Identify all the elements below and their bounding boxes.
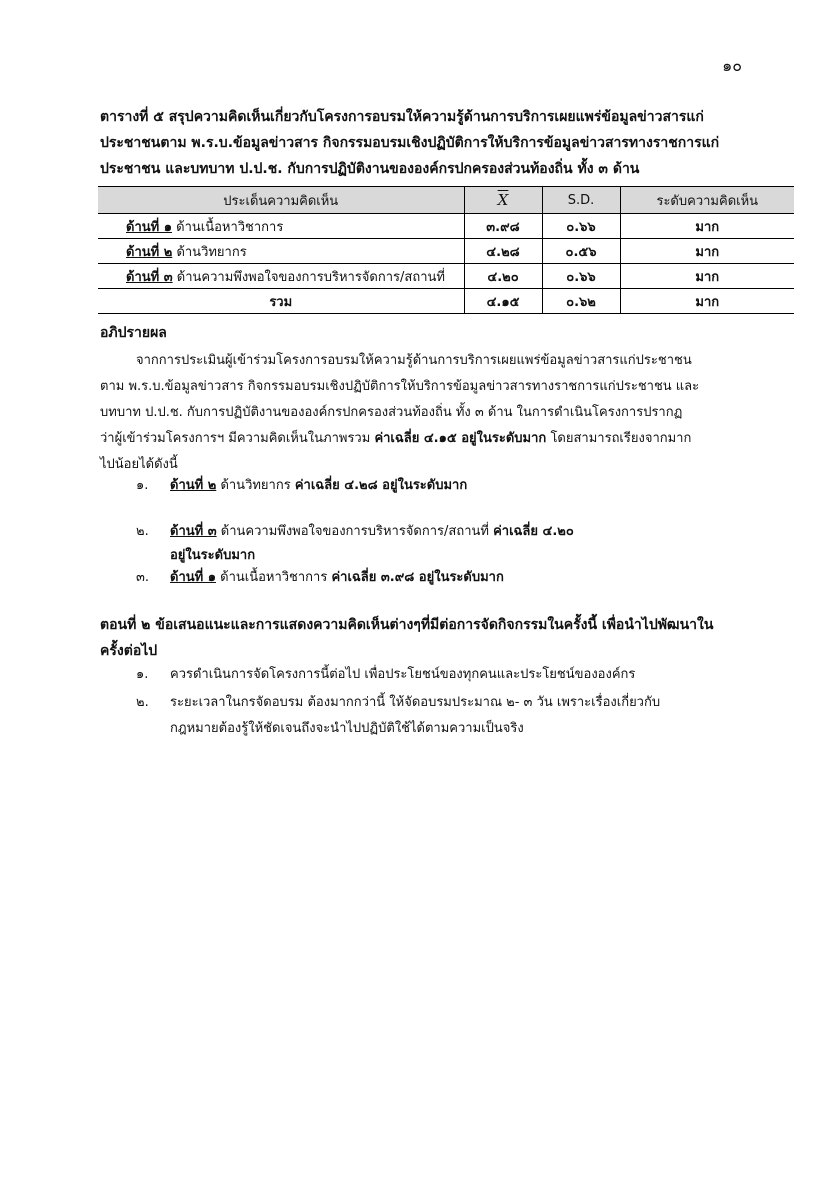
- discussion-paragraph: [100, 348, 744, 478]
- aspect-cell: [98, 239, 464, 264]
- aspect-label: ด้านความพึงพอใจของการบริหารจัดการ/สถานที่: [176, 269, 445, 285]
- header-level: ระดับความคิดเห็น: [620, 187, 794, 214]
- sd-cell: ๐.๕๖: [542, 239, 620, 264]
- caption-line: ประชาชน และบทบาท ป.ป.ช. กับการปฏิบัติงานขององค์กรปกครองส่วนท้องถิ่น ทั้ง ๓ ด้าน: [100, 161, 640, 177]
- sd-cell: ๐.๖๖: [542, 214, 620, 239]
- paragraph-line: บทบาท ป.ป.ช. กับการปฏิบัติงานขององค์กรปกครองส่วนท้องถิ่น ทั้ง ๓ ด้าน ในการดำเนินโครงการปรากฏ: [100, 405, 683, 420]
- item-number: ๒.: [136, 695, 149, 710]
- part2-heading: [100, 612, 744, 664]
- item-number: ๑.: [136, 478, 149, 493]
- caption-line: ตารางที่ ๕ สรุปความคิดเห็นเกี่ยวกับโครงการอบรมให้ความรู้ด้านการบริการเผยแพร่ข้อมูลข่าวสารแก่: [100, 109, 704, 125]
- table-row: [98, 214, 794, 239]
- mean-cell: ๓.๙๘: [464, 214, 542, 239]
- aspect-label: ด้านเนื้อหาวิชาการ: [220, 570, 328, 585]
- suggestion-text: ควรดำเนินการจัดโครงการนี้ต่อไป เพื่อประโยชน์ของทุกคนและประโยชน์ขององค์กร: [170, 667, 636, 682]
- item-number: ๒.: [136, 524, 149, 539]
- ranked-item: [136, 566, 746, 590]
- item-result: ค่าเฉลี่ย ๓.๙๘ อยู่ในระดับมาก: [331, 570, 504, 585]
- item-number: ๑.: [136, 667, 149, 682]
- mean-symbol: $\overline{X}$: [497, 191, 509, 209]
- paragraph-line: ไปน้อยได้ดังนี้: [100, 457, 178, 472]
- item-result: ค่าเฉลี่ย ๔.๒๐: [493, 524, 574, 539]
- paragraph-text: โดยสามารถเรียงจากมาก: [550, 431, 692, 446]
- overall-result: ค่าเฉลี่ย ๔.๑๕ อยู่ในระดับมาก: [374, 431, 547, 446]
- mean-cell: ๔.๒๐: [464, 264, 542, 289]
- page-number: ๑๐: [722, 56, 742, 75]
- heading-line: ตอนที่ ๒ ข้อเสนอแนะและการแสดงความคิดเห็นต่างๆที่มีต่อการจัดกิจกรรมในครั้งนี้ เพื่อนำไปพัฒนาใน: [100, 617, 714, 633]
- total-label: รวม: [98, 289, 464, 314]
- aspect-cell: [98, 264, 464, 289]
- table-caption: [100, 104, 740, 182]
- suggestion-text: ระยะเวลาในกรจัดอบรม ต้องมากกว่านี้ ให้จัดอบรมประมาณ ๒- ๓ วัน เพราะเรื่องเกี่ยวกับ: [170, 695, 661, 710]
- suggestion-item: [136, 662, 746, 688]
- level-cell: มาก: [620, 214, 794, 239]
- sd-cell: ๐.๖๖: [542, 264, 620, 289]
- item-result: ค่าเฉลี่ย ๔.๒๘ อยู่ในระดับมาก: [294, 478, 468, 493]
- ranked-item: [136, 474, 746, 498]
- aspect-number: ด้านที่ ๑: [170, 570, 216, 585]
- total-mean: ๔.๑๕: [464, 289, 542, 314]
- aspect-number: ด้านที่ ๓: [170, 524, 217, 539]
- discussion-title: อภิปรายผล: [100, 325, 167, 341]
- item-number: ๓.: [136, 570, 150, 585]
- header-mean: [464, 187, 542, 214]
- table-row: [98, 239, 794, 264]
- aspect-cell: [98, 214, 464, 239]
- table-total-row: [98, 289, 794, 314]
- level-cell: มาก: [620, 239, 794, 264]
- header-aspect: ประเด็นความคิดเห็น: [98, 187, 464, 214]
- total-sd: ๐.๖๒: [542, 289, 620, 314]
- suggestion-item: [136, 690, 746, 742]
- aspect-label: ด้านความพึงพอใจของการบริหารจัดการ/สถานที่: [220, 524, 489, 539]
- paragraph-line: จากการประเมินผู้เข้าร่วมโครงการอบรมให้ความรู้ด้านการบริการเผยแพร่ข้อมูลข่าวสารแก่ประชาชน: [136, 353, 692, 368]
- aspect-number: ด้านที่ ๓: [126, 269, 173, 285]
- table-header-row: [98, 187, 794, 214]
- paragraph-text: ว่าผู้เข้าร่วมโครงการฯ มีความคิดเห็นในภาพรวม: [100, 431, 371, 446]
- caption-line: ประชาชนตาม พ.ร.บ.ข้อมูลข่าวสาร กิจกรรมอบรมเชิงปฏิบัติการให้บริการข้อมูลข่าวสารทางราชการแก่: [100, 135, 720, 151]
- item-result-continued: อยู่ในระดับมาก: [170, 548, 256, 563]
- table-row: [98, 264, 794, 289]
- aspect-number: ด้านที่ ๒: [170, 478, 217, 493]
- paragraph-line: ตาม พ.ร.บ.ข้อมูลข่าวสาร กิจกรรมอบรมเชิงปฏิบัติการให้บริการข้อมูลข่าวสารทางราชการแก่ประชาชน และ: [100, 379, 700, 394]
- aspect-number: ด้านที่ ๑: [126, 219, 172, 235]
- aspect-label: ด้านเนื้อหาวิชาการ: [176, 219, 284, 235]
- suggestion-text-continued: กฎหมายต้องรู้ให้ชัดเจนถึงจะนำไปปฏิบัติใช้ได้ตามความเป็นจริง: [170, 721, 524, 736]
- aspect-label: ด้านวิทยากร: [176, 244, 247, 260]
- heading-line: ครั้งต่อไป: [100, 643, 158, 659]
- paragraph-line: [100, 426, 744, 452]
- ranked-item: [136, 520, 746, 568]
- mean-cell: ๔.๒๘: [464, 239, 542, 264]
- aspect-number: ด้านที่ ๒: [126, 244, 173, 260]
- aspect-label: ด้านวิทยากร: [220, 478, 291, 493]
- total-level: มาก: [620, 289, 794, 314]
- header-sd: S.D.: [542, 187, 620, 214]
- opinion-summary-table: [98, 186, 794, 314]
- level-cell: มาก: [620, 264, 794, 289]
